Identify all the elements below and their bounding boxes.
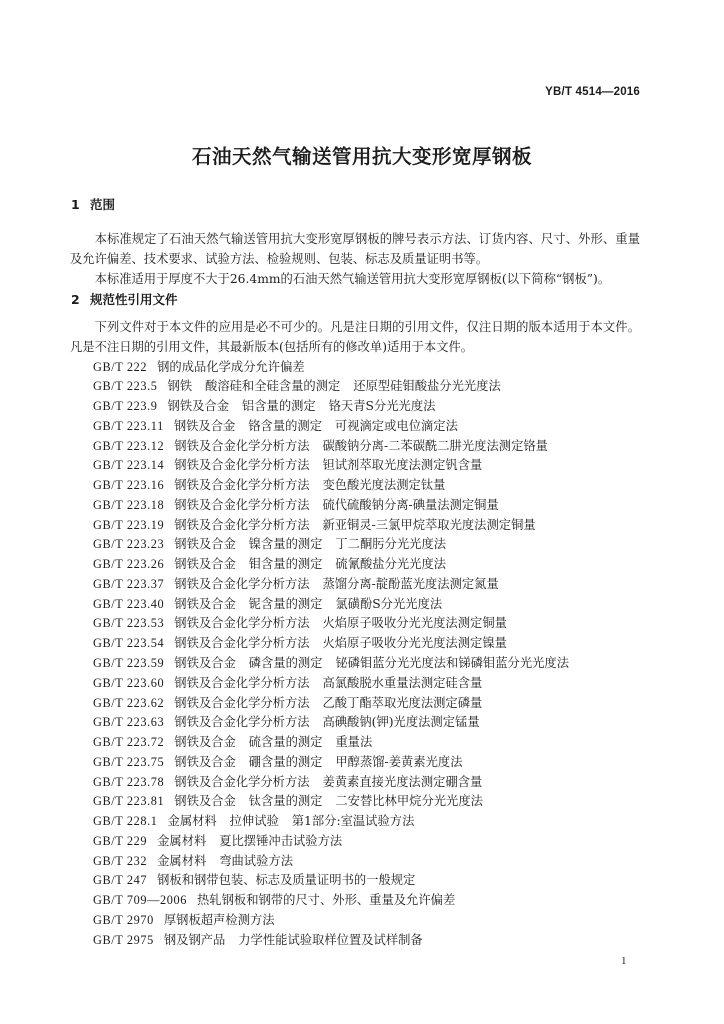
reference-title: 钢铁及合金化学分析方法 碳酸钠分离-二苯碳酰二肼光度法测定铬量 bbox=[174, 438, 548, 453]
reference-title: 钢铁及合金化学分析方法 姜黄素直接光度法测定硼含量 bbox=[174, 774, 483, 789]
reference-item bbox=[93, 674, 640, 694]
reference-item bbox=[93, 614, 640, 634]
reference-code: GB/T 223.81 bbox=[93, 794, 165, 809]
reference-item bbox=[93, 377, 640, 397]
reference-title: 钢铁及合金 铝含量的测定 铬天青S分光光度法 bbox=[167, 399, 436, 414]
reference-code: GB/T 223.60 bbox=[93, 675, 165, 690]
reference-item bbox=[93, 634, 640, 654]
reference-title: 钢铁及合金化学分析方法 变色酸光度法测定钛量 bbox=[174, 478, 446, 493]
reference-code: GB/T 223.12 bbox=[93, 438, 165, 453]
reference-code: GB/T 222 bbox=[93, 359, 148, 374]
scope-paragraph: 本标准规定了石油天然气输送管用抗大变形宽厚钢板的牌号表示方法、订货内容、尺寸、外形、重量及允许偏差、技术要求、试验方法、检验规则、包装、标志及质量证明书等。 bbox=[70, 232, 640, 266]
reference-item bbox=[93, 812, 640, 832]
reference-title: 钢铁及合金化学分析方法 火焰原子吸收分光光度法测定铜量 bbox=[174, 616, 507, 631]
reference-code: GB/T 2975 bbox=[93, 932, 154, 947]
reference-title: 钢铁及合金化学分析方法 新亚铜灵-三氯甲烷萃取光度法测定铜量 bbox=[174, 517, 536, 532]
reference-title: 钢铁及合金 硫含量的测定 重量法 bbox=[174, 735, 373, 750]
reference-code: GB/T 223.78 bbox=[93, 774, 165, 789]
reference-title: 金属材料 弯曲试验方法 bbox=[157, 853, 293, 868]
reference-code: GB/T 223.14 bbox=[93, 458, 165, 473]
reference-title: 金属材料 夏比摆锤冲击试验方法 bbox=[157, 833, 343, 848]
document-title: 石油天然气输送管用抗大变形宽厚钢板 bbox=[191, 145, 532, 168]
reference-code: GB/T 247 bbox=[93, 873, 148, 888]
section-1-body bbox=[70, 230, 640, 289]
reference-item bbox=[93, 713, 640, 733]
reference-item bbox=[93, 555, 640, 575]
reference-title: 钢铁 酸溶硅和全硅含量的测定 还原型硅钼酸盐分光光度法 bbox=[167, 379, 501, 394]
standard-number: YB/T 4514—2016 bbox=[545, 86, 640, 98]
section-2-title: 规范性引用文件 bbox=[90, 292, 178, 307]
reference-code: GB/T 223.62 bbox=[93, 695, 165, 710]
reference-code: GB/T 229 bbox=[93, 833, 148, 848]
reference-item bbox=[93, 891, 640, 911]
reference-title: 钢铁及合金 钛含量的测定 二安替比林甲烷分光光度法 bbox=[174, 794, 483, 809]
reference-title: 钢铁及合金化学分析方法 乙酸丁酯萃取光度法测定磷量 bbox=[174, 695, 483, 710]
reference-title: 钢铁及合金 镍含量的测定 丁二酮肟分光光度法 bbox=[174, 537, 447, 552]
reference-title: 钢铁及合金 硼含量的测定 甲醇蒸馏-姜黄素光度法 bbox=[174, 754, 463, 769]
reference-code: GB/T 223.11 bbox=[93, 418, 164, 433]
reference-code: GB/T 223.37 bbox=[93, 576, 165, 591]
reference-item bbox=[93, 516, 640, 536]
reference-item bbox=[93, 417, 640, 437]
reference-item bbox=[93, 358, 640, 378]
reference-item bbox=[93, 496, 640, 516]
reference-code: GB/T 232 bbox=[93, 853, 148, 868]
reference-item bbox=[93, 871, 640, 891]
reference-title: 钢铁及合金化学分析方法 火焰原子吸收分光光度法测定镍量 bbox=[174, 636, 507, 651]
applicability-paragraph: 本标准适用于厚度不大于26.4mm的石油天然气输送管用抗大变形宽厚钢板(以下简称“钢板”)。 bbox=[94, 271, 611, 286]
page-number: 1 bbox=[621, 955, 627, 967]
reference-title: 钢铁及合金 铌含量的测定 氯磺酚S分光光度法 bbox=[174, 596, 443, 611]
reference-item bbox=[93, 595, 640, 615]
reference-code: GB/T 2970 bbox=[93, 912, 154, 927]
reference-item bbox=[93, 832, 640, 852]
reference-item bbox=[93, 753, 640, 773]
section-1-title: 范围 bbox=[90, 197, 116, 212]
reference-item bbox=[93, 931, 640, 951]
reference-code: GB/T 223.19 bbox=[93, 517, 165, 532]
reference-title: 厚钢板超声检测方法 bbox=[163, 912, 275, 927]
section-2-heading bbox=[71, 290, 178, 310]
reference-list bbox=[70, 358, 640, 951]
reference-title: 钢铁及合金化学分析方法 高碘酸钠(钾)光度法测定锰量 bbox=[174, 715, 480, 730]
reference-title: 钢铁及合金 钼含量的测定 硫氰酸盐分光光度法 bbox=[174, 557, 447, 572]
reference-code: GB/T 223.18 bbox=[93, 497, 165, 512]
reference-title: 钢及钢产品 力学性能试验取样位置及试样制备 bbox=[163, 932, 423, 947]
reference-title: 钢铁及合金化学分析方法 硫代硫酸钠分离-碘量法测定铜量 bbox=[174, 497, 499, 512]
reference-code: GB/T 223.16 bbox=[93, 478, 165, 493]
reference-item bbox=[93, 694, 640, 714]
reference-title: 钢的成品化学成分允许偏差 bbox=[157, 359, 305, 374]
reference-title: 钢铁及合金化学分析方法 钽试剂萃取光度法测定钒含量 bbox=[174, 458, 483, 473]
reference-title: 钢铁及合金化学分析方法 蒸馏分离-靛酚蓝光度法测定氮量 bbox=[174, 576, 499, 591]
reference-code: GB/T 223.72 bbox=[93, 735, 165, 750]
reference-title: 钢板和钢带包装、标志及质量证明书的一般规定 bbox=[157, 873, 416, 888]
reference-item bbox=[93, 911, 640, 931]
reference-code: GB/T 228.1 bbox=[93, 814, 158, 829]
reference-code: GB/T 223.40 bbox=[93, 596, 165, 611]
reference-code: GB/T 223.9 bbox=[93, 399, 158, 414]
reference-code: GB/T 709—2006 bbox=[93, 893, 187, 908]
reference-code: GB/T 223.23 bbox=[93, 537, 165, 552]
reference-item bbox=[93, 437, 640, 457]
reference-title: 热轧钢板和钢带的尺寸、外形、重量及允许偏差 bbox=[197, 893, 456, 908]
section-1-heading bbox=[71, 195, 115, 215]
section-1-number: 1 bbox=[71, 197, 80, 212]
reference-item bbox=[93, 535, 640, 555]
reference-title: 钢铁及合金 铬含量的测定 可视滴定或电位滴定法 bbox=[173, 418, 458, 433]
reference-code: GB/T 223.5 bbox=[93, 379, 158, 394]
reference-title: 钢铁及合金化学分析方法 高氯酸脱水重量法测定硅含量 bbox=[174, 675, 483, 690]
reference-item bbox=[93, 476, 640, 496]
reference-code: GB/T 223.26 bbox=[93, 557, 165, 572]
reference-code: GB/T 223.75 bbox=[93, 754, 165, 769]
reference-item bbox=[93, 852, 640, 872]
reference-item bbox=[93, 456, 640, 476]
section-2-number: 2 bbox=[71, 292, 80, 307]
section-2-body bbox=[70, 318, 640, 951]
reference-code: GB/T 223.63 bbox=[93, 715, 165, 730]
reference-item bbox=[93, 733, 640, 753]
reference-item bbox=[93, 773, 640, 793]
normative-references-intro: 下列文件对于本文件的应用是必不可少的。凡是注日期的引用文件，仅注日期的版本适用于本文件。凡是不注日期的引用文件，其最新版本(包括所有的修改单)适用于本文件。 bbox=[70, 320, 640, 354]
reference-item bbox=[93, 397, 640, 417]
reference-title: 金属材料 拉伸试验 第1部分:室温试验方法 bbox=[167, 814, 415, 829]
reference-code: GB/T 223.59 bbox=[93, 656, 165, 671]
reference-item bbox=[93, 575, 640, 595]
reference-item bbox=[93, 654, 640, 674]
reference-item bbox=[93, 792, 640, 812]
reference-title: 钢铁及合金 磷含量的测定 铋磷钼蓝分光光度法和锑磷钼蓝分光光度法 bbox=[174, 656, 570, 671]
reference-code: GB/T 223.53 bbox=[93, 616, 165, 631]
reference-code: GB/T 223.54 bbox=[93, 636, 165, 651]
